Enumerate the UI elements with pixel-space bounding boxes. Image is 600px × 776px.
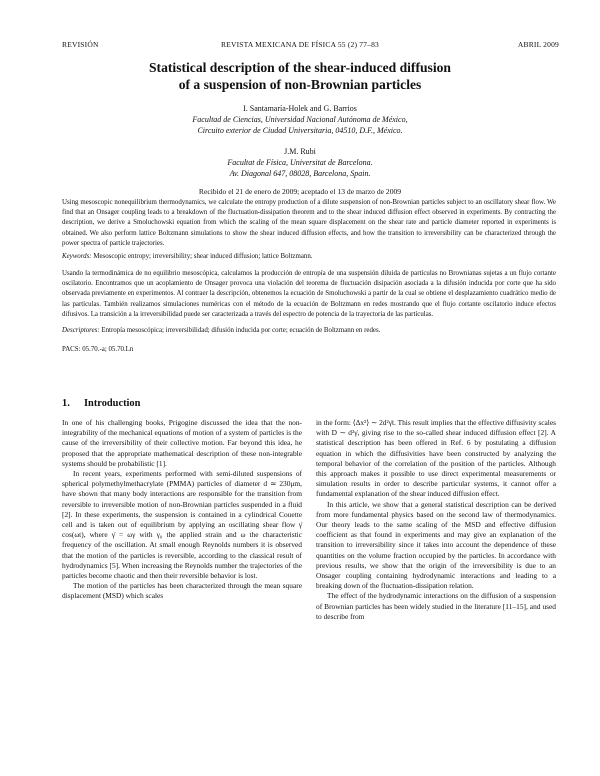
title-line-2: of a suspension of non-Brownian particles — [178, 76, 422, 92]
paragraph: in the form: ⟨Δx²⟩ ∼ 2d²γ̇t. This result implies that the effective diffusivity scales with D ∼ d²γ̇, giving rise to the so-called shear induced diffusion effect [2]. A statistical description has been offered in Ref. 6 by postulating a diffusion equation in which the diffusivities have been constructed by analyzing the temporal behavior of the correlation of the position of the particles. Although this approach makes it possible to use direct experimental measurements or simulation results in order to describe particular systems, it cannot offer a fundamental explanation of the shear induced diffusion effect. — [316, 418, 556, 499]
author-names-1: I. Santamaría-Holek and G. Barrios — [243, 104, 357, 113]
abstract-english: Using mesoscopic nonequilibrium thermodynamics, we calculate the entropy production of a dilute suspension of non-Brownian particles subject to an oscillatory shear flow. We find that an Onsager coupling leads to a breakdown of the fluctuation-dissipation theorem and to the shear induced diffusion effect observed in experiments. By contracting the description, we derive a Smoluchowski equation from which the scaling of the mean square displacement on the shear rate and particle diameter reported in experiments is obtained. We also perform lattice Boltzmann simulations to show the shear induced diffusion effects, and how the transition to irreversibility can be characterized through the power spectra of particle trajectories. — [62, 199, 556, 247]
abstract-spanish: Usando la termodinámica de no equilibrio mesoscópica, calculamos la producción de entropía de una suspensión diluida de partículas no Brownianas sujetas a un flujo cortante oscilatorio. Encontramos que un acoplamiento de Onsager provoca una violación del teorema de fluctuación disipación asociada a la difusión inducida por corte que ha sido observada previamente en experimentos. Al contraer la descripción, obtenemos la ecuación de Smoluchowski a partir de la cual se obtiene el desplazamiento cuadrático medio de las partículas. También realizamos simulaciones numéricas con el método de la ecuación de Boltzmann en redes mostrando que el flujo cortante oscilatorio induce efectos difusivos. La transición a la irreversibilidad puede ser caracterizada a través del espectro de potencia de la trayectoria de las partículas. — [62, 270, 556, 318]
affiliation-2-line-2: Av. Diagonal 647, 08028, Barcelona, Spain. — [229, 169, 371, 179]
author-names-2: J.M. Rubi — [284, 147, 316, 156]
title-line-1: Statistical description of the shear-induced diffusion — [149, 60, 451, 75]
author-block-2 — [60, 146, 540, 180]
paragraph: The effect of the hydrodynamic interactions on the diffusion of a suspension of Brownian particles has been widely studied in the literature [11–15], and used to describe from — [316, 591, 556, 621]
left-column — [62, 418, 302, 602]
affiliation-2-line-1: Facultat de Física, Universitat de Barcelona. — [227, 158, 373, 168]
section-heading — [62, 398, 140, 409]
paragraph: In one of his challenging books, Prigogine discussed the idea that the non-integrability of the mechanical equations of motion of a system of particles is the cause of the irreversibility of their collective motion. Far beyond this idea, he proposed that the appropriate mathematical description of these non-integrable systems should be probabilistic [1]. — [62, 418, 302, 468]
paragraph: The motion of the particles has been characterized through the mean square displacement (MSD) which scales — [62, 581, 302, 601]
keywords-label: Keywords: — [62, 253, 92, 260]
paragraph: In this article, we show that a general statistical description can be derived from more fundamental physics based on the second law of thermodynamics. Our theory leads to the same scaling of the MSD and effective diffusion coefficient as that found in experiments and may give an explanation of the transition to irreversibility since it takes into account the dependence of these quantities on the volume fraction occupied by the particles. In accordance with previous results, we show that the origin of the irreversibility is due to an Onsager coupling containing hydrodynamic interactions and leading to a breaking down of the fluctuation-dissipation relation. — [316, 499, 556, 591]
journal-section-label: REVISIÓN — [62, 40, 99, 49]
affiliation-1-line-2: Circuito exterior de Ciudad Universitaria, 04510, D.F., México. — [197, 126, 403, 136]
keywords-spanish — [62, 326, 556, 336]
journal-citation: REVISTA MEXICANA DE FÍSICA 55 (2) 77–83 — [220, 40, 380, 49]
descriptores-text: Entropía mesoscópica; irreversibilidad; difusión inducida por corte; ecuación de Boltzmann en redes. — [101, 327, 381, 334]
journal-date: ABRIL 2009 — [517, 40, 559, 49]
received-dates: Recibido el 21 de enero de 2009; aceptado el 13 de marzo de 2009 — [198, 187, 402, 196]
section-number: 1. — [62, 398, 70, 409]
affiliation-1-line-1: Facultad de Ciencias, Universidad Nacional Autónoma de México, — [192, 115, 408, 125]
paper-title — [60, 60, 540, 93]
keywords-english — [62, 252, 556, 262]
section-title: Introduction — [84, 398, 141, 409]
descriptores-label: Descriptores: — [62, 327, 100, 334]
author-block-1 — [60, 103, 540, 137]
pacs-codes: PACS: 05.70.-a; 05.70.Ln — [62, 346, 134, 353]
paragraph: In recent years, experiments performed with semi-diluted suspensions of spherical polymethylmethacrylate (PMMA) particles of diameter d ≃ 230μm, have shown that many body interactions are responsible for the transition from reversible to irreversible motion of non-Brownian particles suspended in a fluid [2]. In these experiments, the suspension is contained in a cylindrical Couette cell and is taken out of equilibrium by applying an oscillating shear flow γ̇ cos(ωt), where γ̇ = ωγ with γ₀ the applied strain and ω the characteristic frequency of the oscillation. At small enough Reynolds numbers it is observed that the motion of the particles is reversible, according to the classical result of hydrodynamics [5]. When increasing the Reynolds number the trajectories of the particles become chaotic and then their reversible behavior is lost. — [62, 469, 302, 581]
right-column — [316, 418, 556, 622]
keywords-text: Mesoscopic entropy; irreversibility; shear induced diffusion; lattice Boltzmann. — [93, 253, 313, 260]
